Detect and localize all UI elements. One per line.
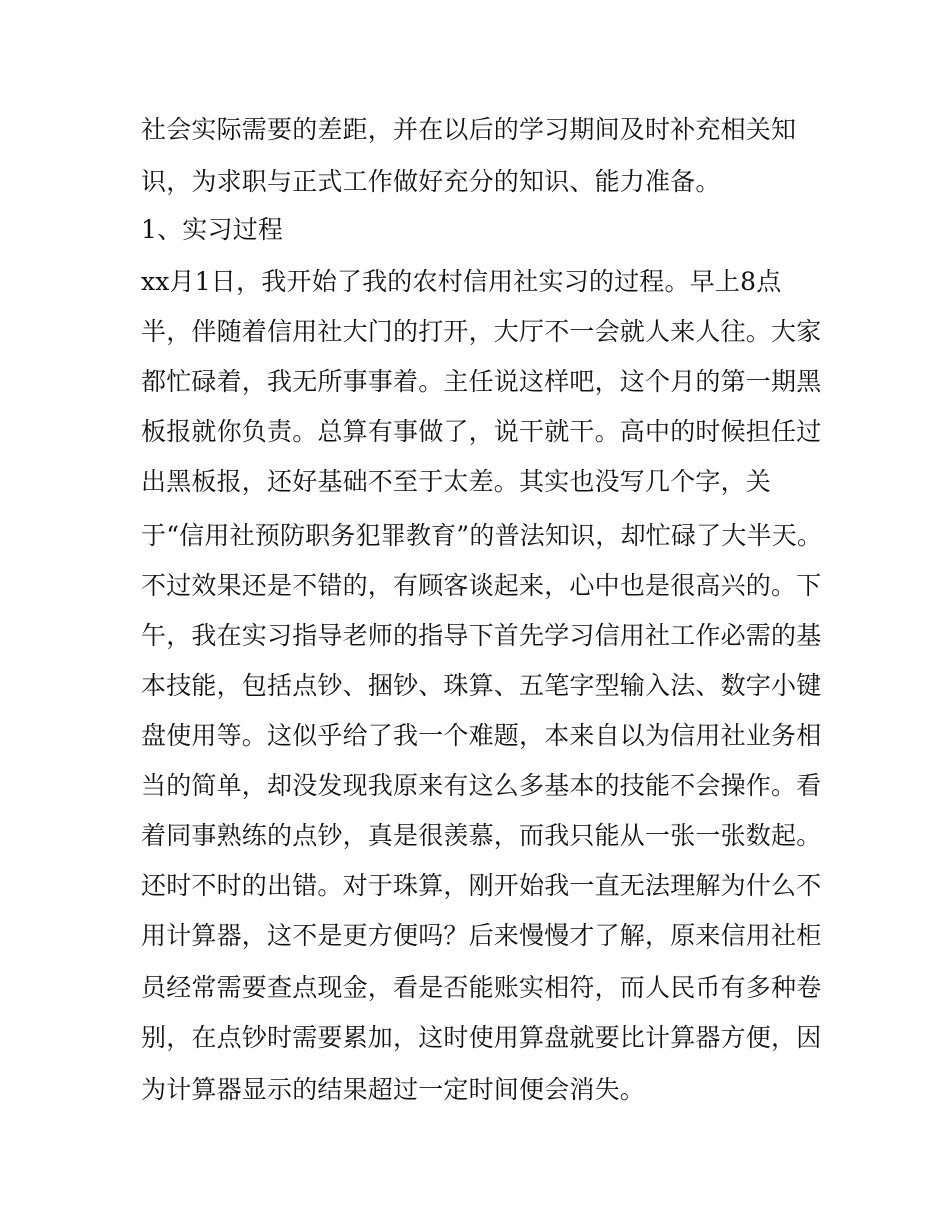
text-line-13: 盘使用等。这似乎给了我一个难题，本来自以为信用社业务相 xyxy=(141,721,822,750)
text-line-16: 还时不时的出错。对于珠算，刚开始我一直无法理解为什么不 xyxy=(141,871,822,900)
text-line-14: 当的简单，却没发现我原来有这么多基本的技能不会操作。看 xyxy=(141,771,822,800)
text-line-1: 社会实际需要的差距，并在以后的学习期间及时补充相关知 xyxy=(141,115,797,144)
text-line-2: 识，为求职与正式工作做好充分的知识、能力准备。 xyxy=(141,167,721,196)
text-line-7: 板报就你负责。总算有事做了，说干就干。高中的时候担任过 xyxy=(141,417,822,446)
text-line-9: 于“信用社预防职务犯罪教育”的普法知识，却忙碌了大半天。 xyxy=(141,521,823,550)
text-line-10: 不过效果还是不错的，有顾客谈起来，心中也是很高兴的。下 xyxy=(141,571,822,600)
text-line-20: 为计算器显示的结果超过一定时间便会消失。 xyxy=(141,1075,646,1104)
text-line-12: 本技能，包括点钞、捆钞、珠算、五笔字型输入法、数字小键 xyxy=(141,671,822,700)
text-line-4: xx月1日，我开始了我的农村信用社实习的过程。早上8点 xyxy=(141,267,782,296)
text-line-19: 别，在点钞时需要累加，这时使用算盘就要比计算器方便，因 xyxy=(141,1023,822,1052)
text-line-17: 用计算器，这不是更方便吗？后来慢慢才了解，原来信用社柜 xyxy=(141,921,822,950)
text-line-15: 着同事熟练的点钞，真是很羡慕，而我只能从一张一张数起。 xyxy=(141,821,822,850)
text-line-6: 都忙碌着，我无所事事着。主任说这样吧，这个月的第一期黑 xyxy=(141,367,822,396)
text-line-18: 员经常需要查点现金，看是否能账实相符，而人民币有多种卷 xyxy=(141,973,822,1002)
text-line-8: 出黑板报，还好基础不至于太差。其实也没写几个字，关 xyxy=(141,467,772,496)
text-line-11: 午，我在实习指导老师的指导下首先学习信用社工作必需的基 xyxy=(141,621,822,650)
section-heading: 1、实习过程 xyxy=(141,215,284,244)
text-line-5: 半，伴随着信用社大门的打开，大厅不一会就人来人往。大家 xyxy=(141,317,822,346)
